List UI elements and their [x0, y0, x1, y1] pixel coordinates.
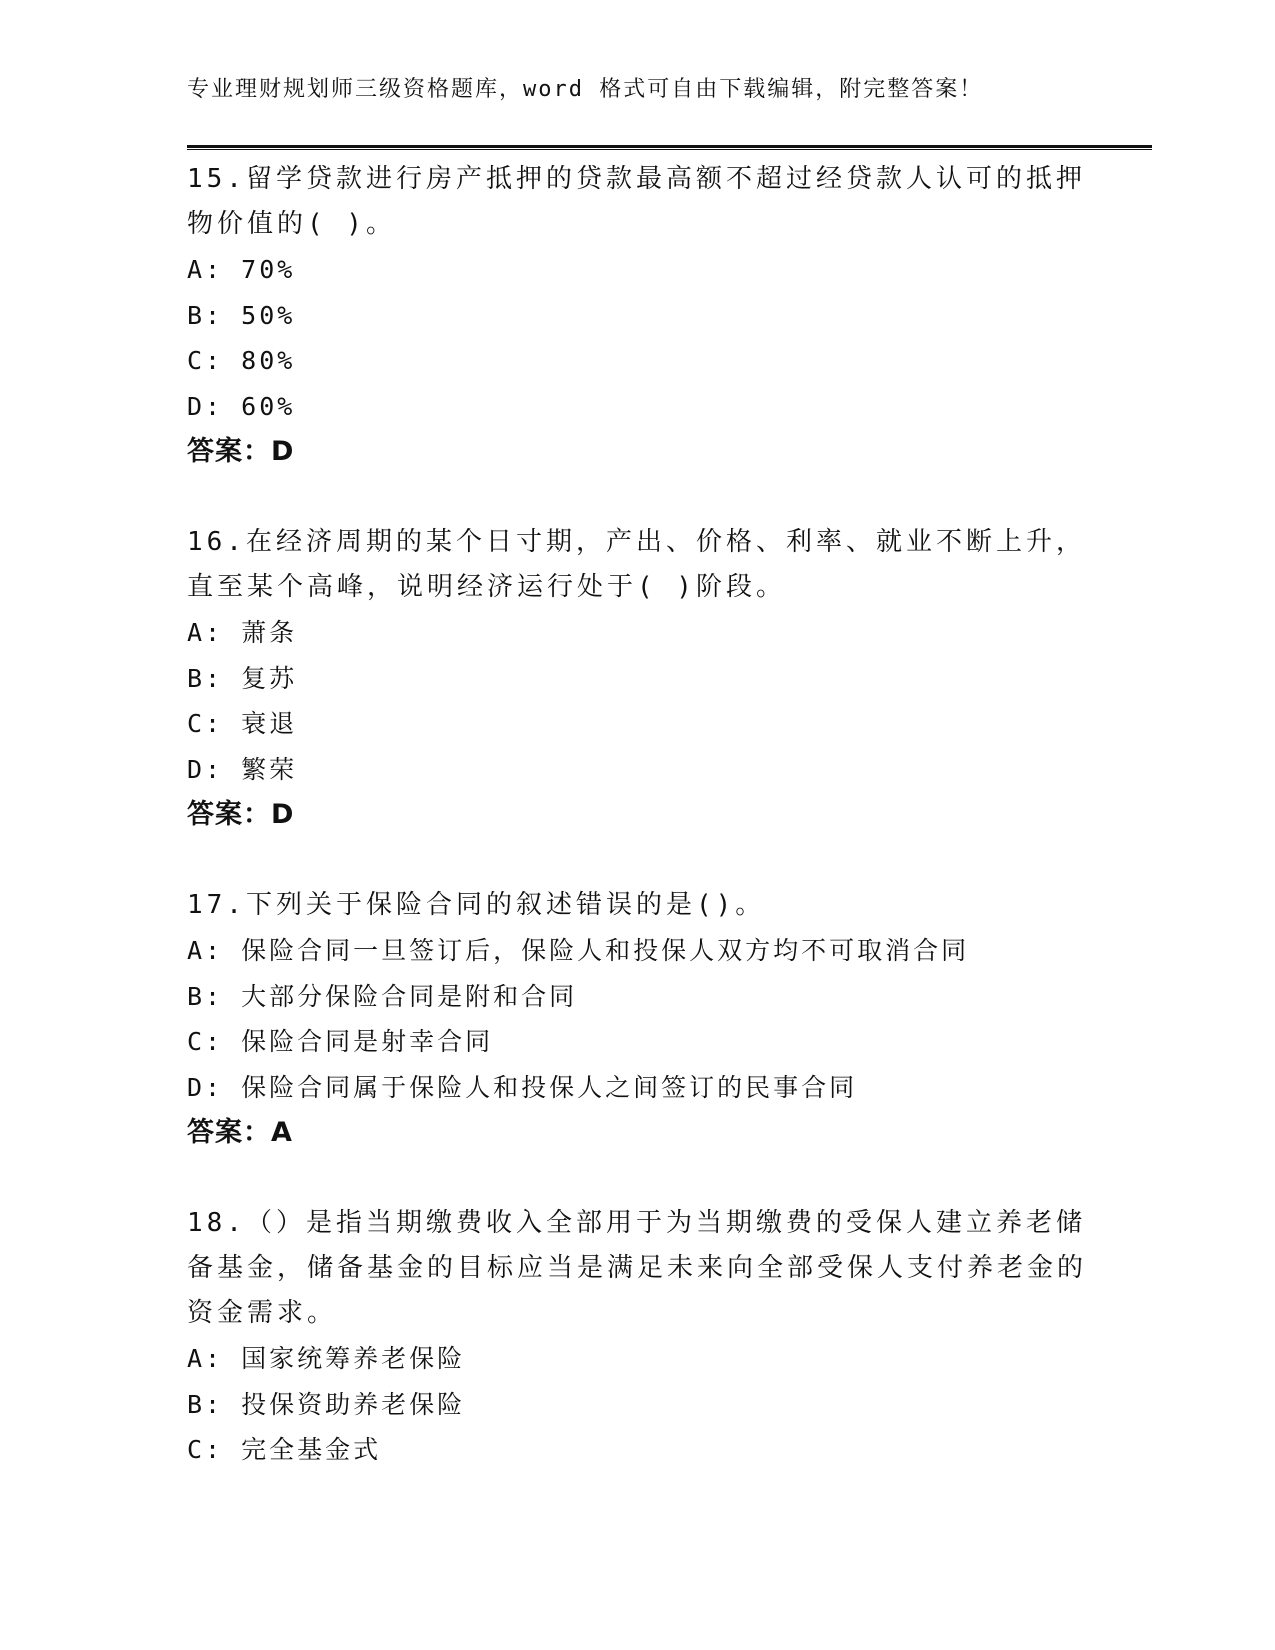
question-stem: 15.留学贷款进行房产抵押的贷款最高额不超过经贷款人认可的抵押物价值的( )。	[187, 164, 1086, 239]
answer-line: 答案：D	[187, 436, 295, 467]
option-b: B: 投保资助养老保险	[187, 1389, 466, 1419]
option-b: B: 50%	[187, 300, 296, 330]
option-b: B: 大部分保险合同是附和合同	[187, 981, 578, 1011]
question-stem: 17.下列关于保险合同的叙述错误的是()。	[187, 890, 766, 920]
question-18	[187, 1201, 1087, 1473]
option-d: D: 60%	[187, 391, 296, 421]
option-a: A: 国家统筹养老保险	[187, 1344, 466, 1373]
option-c: C: 完全基金式	[187, 1435, 382, 1464]
question-list	[187, 157, 1087, 1519]
option-d: D: 繁荣	[187, 754, 298, 784]
answer-line: 答案：A	[187, 1117, 293, 1148]
option-b: B: 复苏	[187, 663, 298, 693]
question-16	[187, 520, 1087, 837]
option-d: D: 保险合同属于保险人和投保人之间签订的民事合同	[187, 1072, 858, 1102]
question-17	[187, 883, 1087, 1155]
page-header: 专业理财规划师三级资格题库，word 格式可自由下载编辑，附完整答案！	[187, 77, 984, 102]
option-c: C: 80%	[187, 346, 296, 375]
header-divider	[187, 145, 1152, 150]
question-stem: 18.（）是指当期缴费收入全部用于为当期缴费的受保人建立养老储备基金，储备基金的目标应当是满足未来向全部受保人支付养老金的资金需求。	[187, 1208, 1088, 1328]
answer-line: 答案：D	[187, 799, 295, 830]
option-a: A: 萧条	[187, 618, 298, 647]
question-stem: 16.在经济周期的某个日寸期，产出、价格、利率、就业不断上升，直至某个高峰，说明经济运行处于( )阶段。	[187, 527, 1086, 602]
option-c: C: 保险合同是射幸合同	[187, 1027, 494, 1056]
question-15	[187, 157, 1087, 474]
option-a: A: 保险合同一旦签订后，保险人和投保人双方均不可取消合同	[187, 936, 970, 965]
option-c: C: 衰退	[187, 709, 298, 738]
option-a: A: 70%	[187, 255, 296, 284]
